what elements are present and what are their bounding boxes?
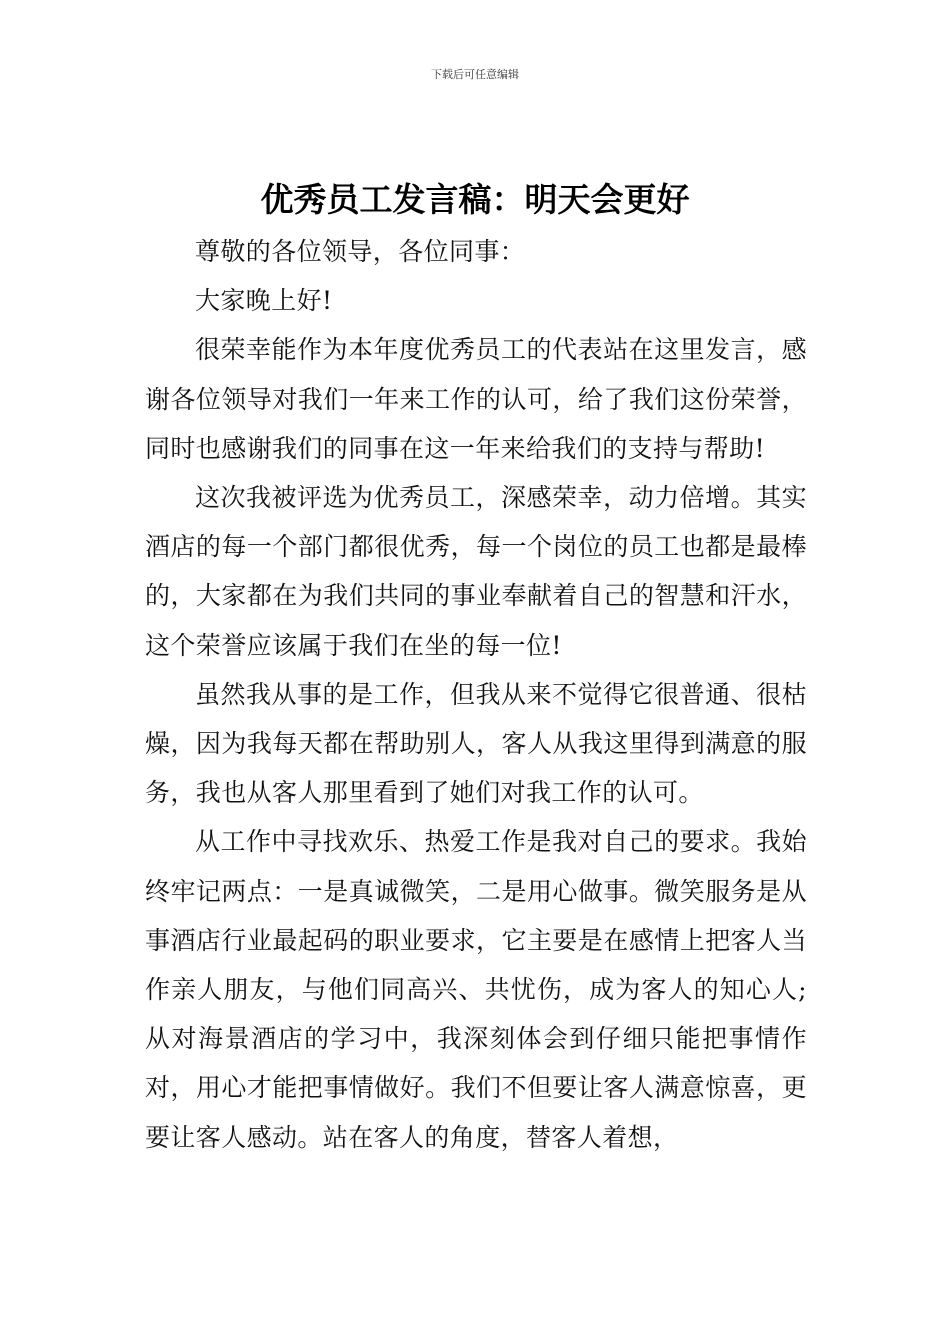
header-note: 下载后可任意编辑 <box>431 68 519 81</box>
body-paragraph: 这次我被评选为优秀员工，深感荣幸，动力倍增。其实酒店的每一个部门都很优秀，每一个岗位的员工也都是最棒的，大家都在为我们共同的事业奉献着自己的智慧和汗水，这个荣誉应该属于我们在坐的每一位! <box>145 483 807 660</box>
document-title: 优秀员工发言稿：明天会更好 <box>260 180 690 219</box>
body-paragraph: 虽然我从事的是工作，但我从来不觉得它很普通、很枯燥，因为我每天都在帮助别人，客人从我这里得到满意的服务，我也从客人那里看到了她们对我工作的认可。 <box>145 679 807 808</box>
body-paragraph: 从工作中寻找欢乐、热爱工作是我对自己的要求。我始终牢记两点：一是真诚微笑，二是用心做事。微笑服务是从事酒店行业最起码的职业要求，它主要是在感情上把客人当作亲人朋友，与他们同高兴、共忧伤，成为客人的知心人;从对海景酒店的学习中，我深刻体会到仔细只能把事情作对，用心才能把事情做好。我们不但要让客人满意惊喜，更要让客人感动。站在客人的角度，替客人着想， <box>145 827 807 1152</box>
greeting-paragraph: 大家晚上好! <box>195 286 333 316</box>
document-body <box>145 227 807 1162</box>
salutation-paragraph: 尊敬的各位领导，各位同事： <box>195 237 526 266</box>
body-paragraph: 很荣幸能作为本年度优秀员工的代表站在这里发言，感谢各位领导对我们一年来工作的认可，给了我们这份荣誉，同时也感谢我们的同事在这一年来给我们的支持与帮助! <box>145 335 807 463</box>
